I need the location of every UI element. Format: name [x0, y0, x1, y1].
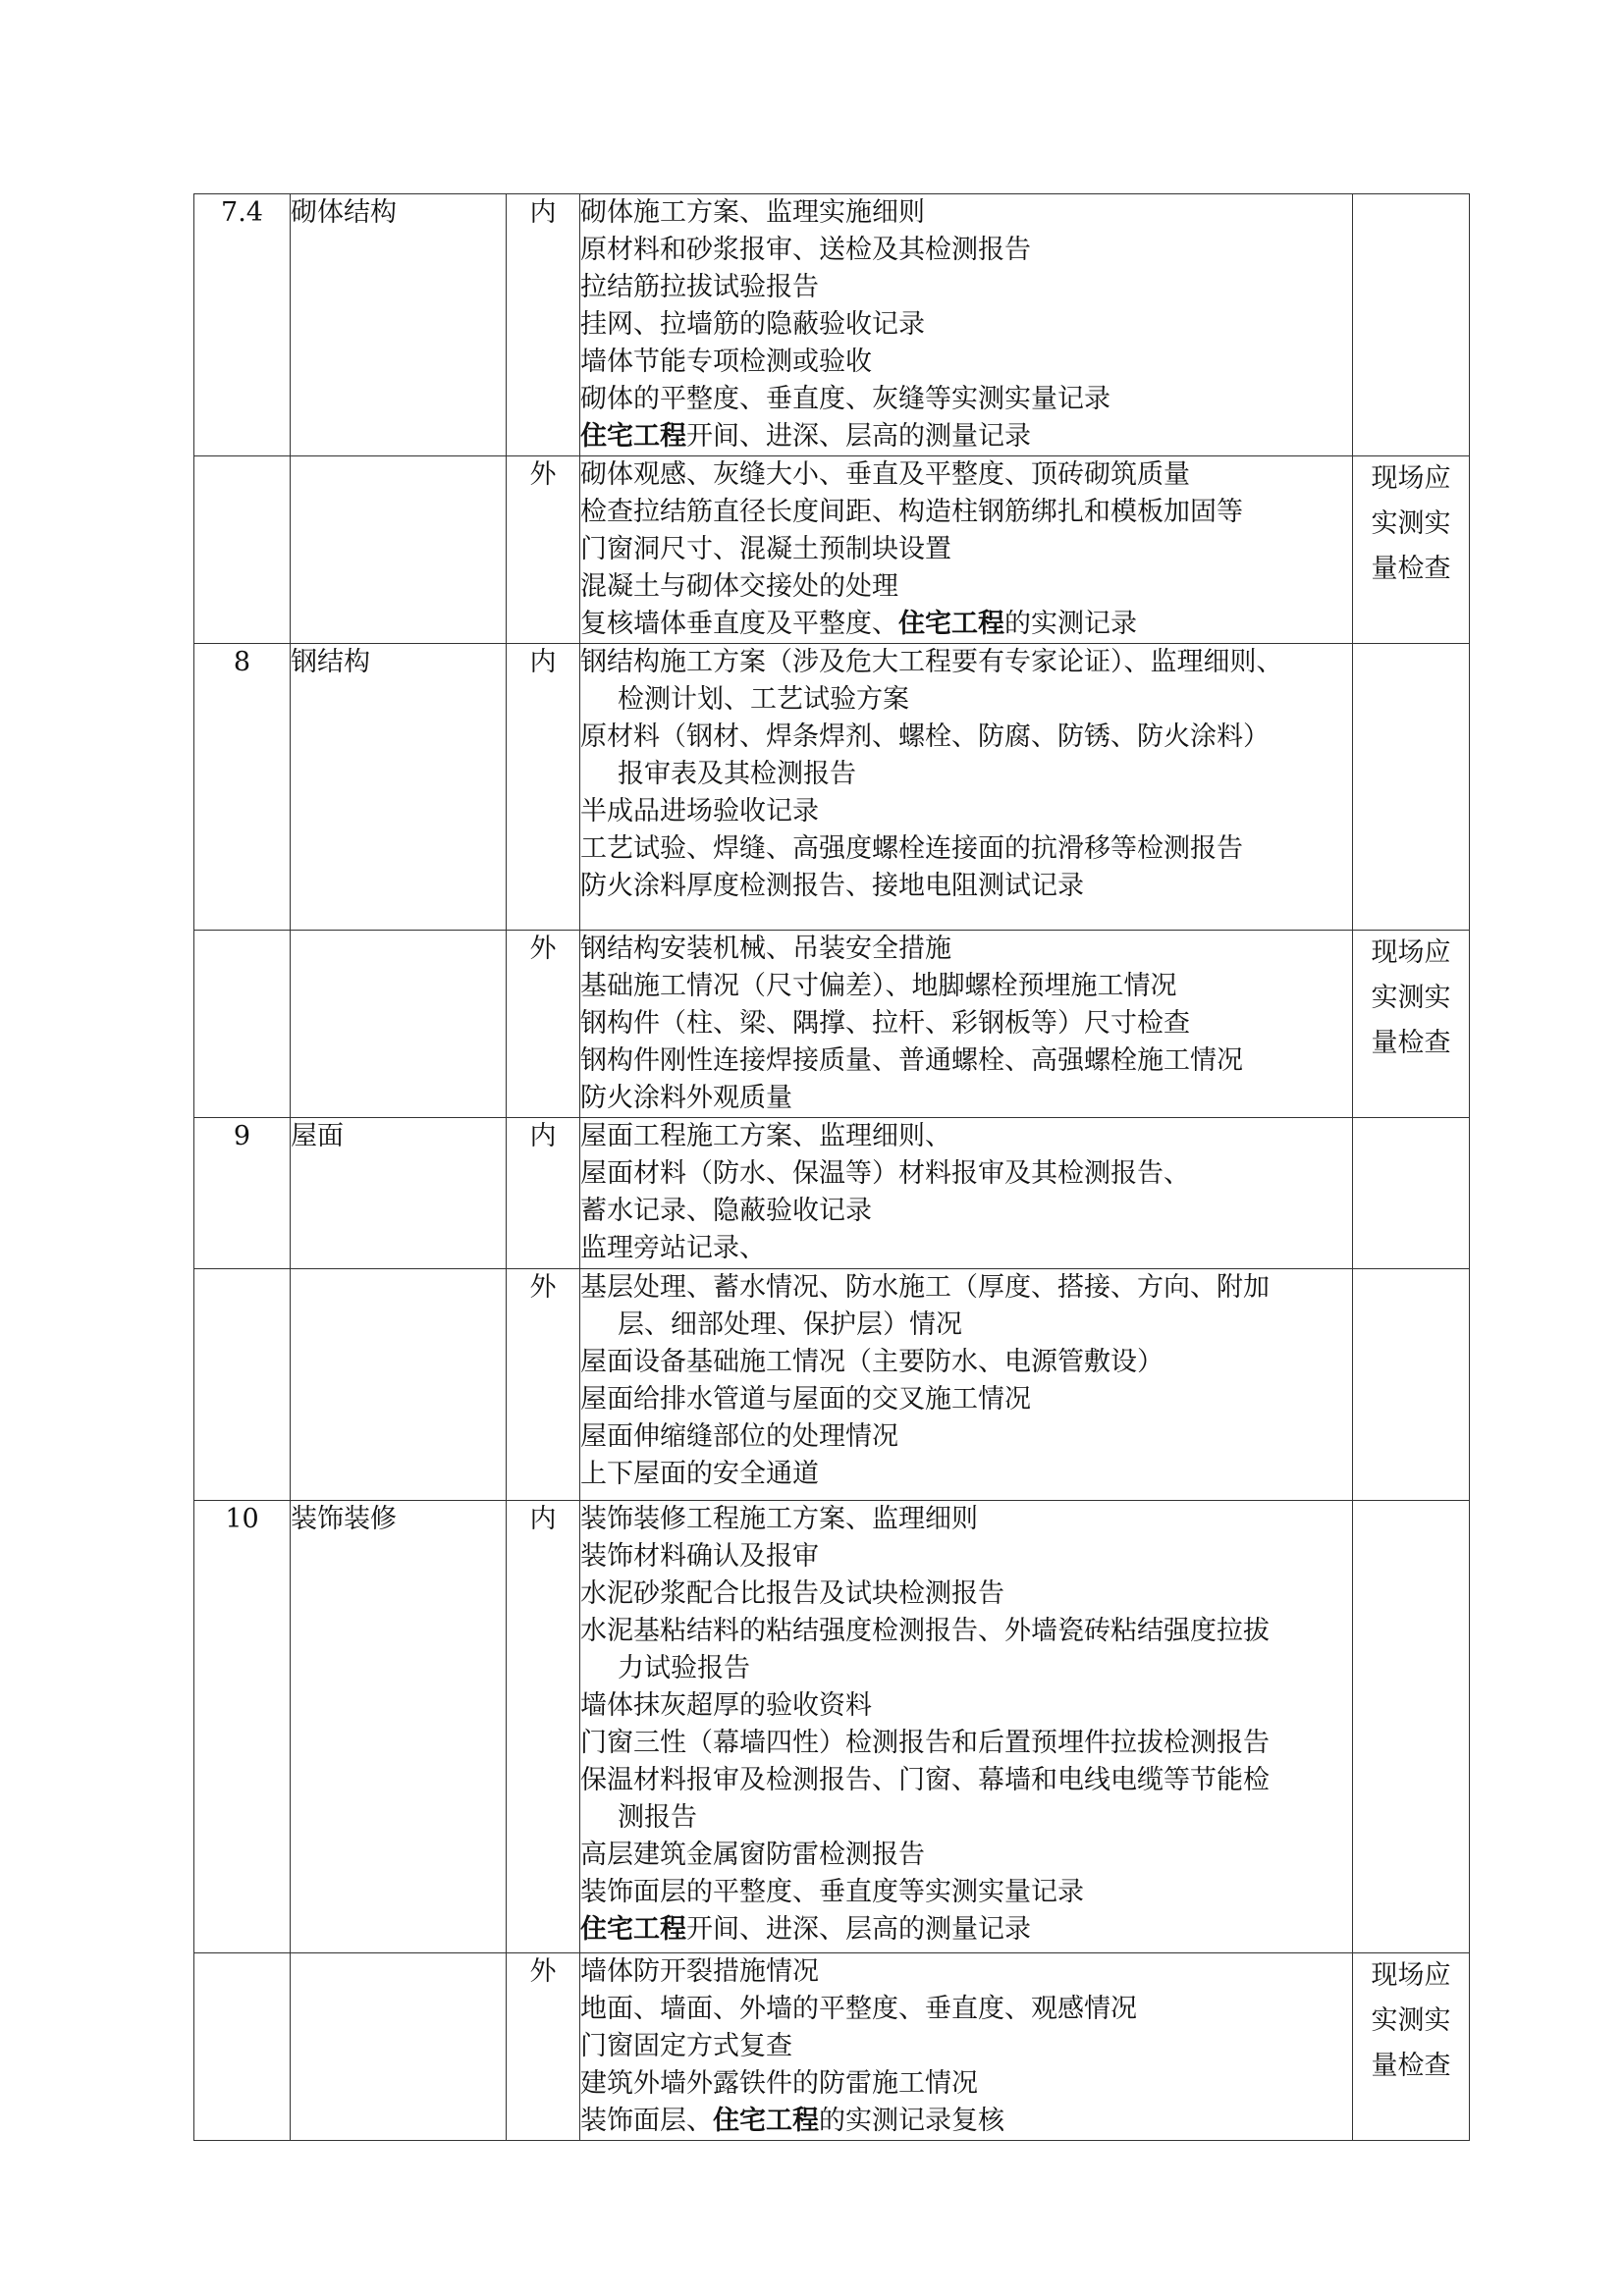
content-line-text: 半成品进场验收记录 [580, 796, 819, 827]
content-line-text: 上下屋面的安全通道 [580, 1459, 819, 1489]
content-line-text: 砌体的平整度、垂直度、灰缝等实测实量记录 [580, 384, 1110, 414]
content-line-text: 钢构件（柱、梁、隅撑、拉杆、彩钢板等）尺寸检查 [580, 1008, 1190, 1039]
content-line-text: 地面、墙面、外墙的平整度、垂直度、观感情况 [580, 1994, 1137, 2024]
content-line-text: 检查拉结筋直径长度间距、构造柱钢筋绑扎和模板加固等 [580, 497, 1243, 527]
content-line [580, 1418, 1352, 1456]
internal-external-cell [507, 1953, 580, 2141]
table-row [194, 644, 1470, 931]
item-name-cell-text: 装饰装修 [291, 1504, 397, 1534]
content-line [580, 1911, 1352, 1949]
table-row [194, 1118, 1470, 1269]
item-name-cell [291, 456, 507, 644]
content-line [580, 1874, 1352, 1911]
content-line [580, 1762, 1352, 1837]
content-line-text: 屋面工程施工方案、监理细则、 [580, 1121, 951, 1151]
content-line [580, 1269, 1352, 1344]
content-line [580, 2103, 1352, 2140]
note-cell [1353, 931, 1470, 1118]
content-line-text: 门窗固定方式复查 [580, 2031, 792, 2061]
content-line-text: 钢结构安装机械、吊装安全措施 [580, 934, 951, 964]
item-name-cell-text: 砌体结构 [291, 197, 397, 228]
content-line-text: 屋面材料（防水、保温等）材料报审及其检测报告、 [580, 1158, 1190, 1189]
item-name-cell-text: 屋面 [291, 1121, 344, 1151]
emphasis-text: 住宅工程 [580, 421, 686, 452]
table-row [194, 1269, 1470, 1501]
emphasis-text: 住宅工程 [713, 2106, 819, 2136]
content-line-text: 基础施工情况（尺寸偏差）、地脚螺栓预埋施工情况 [580, 971, 1177, 1001]
table-row [194, 194, 1470, 456]
content-line-continuation: 层、细部处理、保护层）情况 [618, 1309, 962, 1340]
table-row [194, 1953, 1470, 2141]
content-line [580, 1725, 1352, 1762]
content-line-text: 开间、进深、层高的测量记录 [686, 421, 1031, 452]
content-line [580, 2028, 1352, 2065]
content-line [580, 344, 1352, 381]
content-line-text: 砌体观感、灰缝大小、垂直及平整度、顶砖砌筑质量 [580, 459, 1190, 490]
content-line-text: 工艺试验、焊缝、高强度螺栓连接面的抗滑移等检测报告 [580, 833, 1243, 864]
content-line [580, 1687, 1352, 1725]
content-line [580, 1501, 1352, 1538]
content-line-text: 屋面给排水管道与屋面的交叉施工情况 [580, 1384, 1031, 1415]
content-line [580, 1042, 1352, 1080]
content-line [580, 968, 1352, 1005]
content-line [580, 1837, 1352, 1874]
content-line [580, 1456, 1352, 1493]
content-line-text: 原材料和砂浆报审、送检及其检测报告 [580, 235, 1031, 265]
inspection-content-cell [580, 1118, 1353, 1269]
content-line-text: 开间、进深、层高的测量记录 [686, 1914, 1031, 1945]
note-cell [1353, 456, 1470, 644]
item-name-cell [291, 1953, 507, 2141]
table-row [194, 931, 1470, 1118]
item-name-cell [291, 1269, 507, 1501]
content-line-text: 水泥基粘结料的粘结强度检测报告、外墙瓷砖粘结强度拉拔 [580, 1616, 1270, 1646]
item-number-cell-text: 10 [225, 1504, 259, 1534]
internal-external-cell-text: 外 [529, 459, 557, 490]
content-line-text: 保温材料报审及检测报告、门窗、幕墙和电线电缆等节能检 [580, 1765, 1270, 1795]
inspection-content-cell [580, 1269, 1353, 1501]
content-line-text: 监理旁站记录、 [580, 1233, 766, 1263]
content-line-text: 挂网、拉墙筋的隐蔽验收记录 [580, 309, 925, 340]
table-row [194, 1501, 1470, 1953]
emphasis-text: 住宅工程 [580, 1914, 686, 1945]
inspection-content-cell [580, 1953, 1353, 2141]
content-line [580, 1991, 1352, 2028]
internal-external-cell-text: 外 [529, 1956, 557, 1987]
content-line [580, 1344, 1352, 1381]
content-line-text: 防火涂料外观质量 [580, 1083, 792, 1113]
internal-external-cell-text: 内 [529, 647, 557, 677]
inspection-table [193, 193, 1470, 2141]
content-line-text: 装饰面层的平整度、垂直度等实测实量记录 [580, 1877, 1084, 1907]
content-line [580, 1575, 1352, 1613]
note-cell [1353, 194, 1470, 456]
content-line-text: 复核墙体垂直度及平整度、 [580, 609, 898, 639]
content-line-text: 的实测记录 [1004, 609, 1137, 639]
note-cell [1353, 1118, 1470, 1269]
internal-external-cell-text: 内 [529, 1121, 557, 1151]
content-line-text: 蓄水记录、隐蔽验收记录 [580, 1196, 872, 1226]
note-cell [1353, 1953, 1470, 2141]
content-line-text: 墙体防开裂措施情况 [580, 1956, 819, 1987]
emphasis-text: 住宅工程 [898, 609, 1004, 639]
content-line-text: 墙体抹灰超厚的验收资料 [580, 1690, 872, 1721]
content-line-text: 基层处理、蓄水情况、防水施工（厚度、搭接、方向、附加 [580, 1272, 1270, 1303]
content-line-continuation: 力试验报告 [618, 1653, 750, 1683]
item-number-cell [194, 644, 291, 931]
content-line [580, 381, 1352, 418]
note-cell [1353, 644, 1470, 931]
content-line-text: 混凝土与砌体交接处的处理 [580, 571, 898, 602]
note-text: 现场应实测实量检查 [1371, 937, 1451, 1058]
content-line-text: 防火涂料厚度检测报告、接地电阻测试记录 [580, 871, 1084, 901]
item-number-cell [194, 1118, 291, 1269]
content-line-text: 屋面伸缩缝部位的处理情况 [580, 1421, 898, 1452]
item-name-cell [291, 194, 507, 456]
item-number-cell-text: 9 [233, 1121, 251, 1151]
item-number-cell [194, 1269, 291, 1501]
content-line [580, 644, 1352, 719]
internal-external-cell-text: 外 [529, 934, 557, 964]
content-line [580, 232, 1352, 269]
content-line [580, 1381, 1352, 1418]
item-name-cell [291, 931, 507, 1118]
item-number-cell [194, 1501, 291, 1953]
content-line [580, 1155, 1352, 1193]
content-line [580, 830, 1352, 868]
content-line [580, 793, 1352, 830]
content-line-text: 门窗洞尺寸、混凝土预制块设置 [580, 534, 951, 564]
internal-external-cell [507, 644, 580, 931]
content-line-text: 墙体节能专项检测或验收 [580, 347, 872, 377]
content-line-text: 水泥砂浆配合比报告及试块检测报告 [580, 1578, 1004, 1609]
note-text: 现场应实测实量检查 [1371, 463, 1451, 584]
item-number-cell [194, 931, 291, 1118]
internal-external-cell [507, 931, 580, 1118]
content-line-text: 拉结筋拉拔试验报告 [580, 272, 819, 302]
table-row [194, 456, 1470, 644]
content-line [580, 2065, 1352, 2103]
inspection-content-cell [580, 644, 1353, 931]
note-cell [1353, 1269, 1470, 1501]
content-line-text: 的实测记录复核 [819, 2106, 1004, 2136]
content-line [580, 719, 1352, 793]
content-line [580, 456, 1352, 494]
internal-external-cell-text: 内 [529, 1504, 557, 1534]
content-line [580, 1118, 1352, 1155]
item-number-cell [194, 1953, 291, 2141]
internal-external-cell [507, 194, 580, 456]
internal-external-cell-text: 外 [529, 1272, 557, 1303]
content-line [580, 269, 1352, 306]
content-line-text: 原材料（钢材、焊条焊剂、螺栓、防腐、防锈、防火涂料） [580, 721, 1270, 752]
item-number-cell [194, 194, 291, 456]
inspection-content-cell [580, 1501, 1353, 1953]
content-line [580, 418, 1352, 455]
inspection-content-cell [580, 456, 1353, 644]
content-line [580, 1080, 1352, 1117]
content-line-continuation: 报审表及其检测报告 [618, 759, 856, 789]
content-line-text: 装饰装修工程施工方案、监理细则 [580, 1504, 978, 1534]
internal-external-cell [507, 1501, 580, 1953]
content-line-text: 砌体施工方案、监理实施细则 [580, 197, 925, 228]
content-line-text: 装饰面层、 [580, 2106, 713, 2136]
content-line [580, 306, 1352, 344]
internal-external-cell-text: 内 [529, 197, 557, 228]
inspection-table-body [194, 194, 1470, 2141]
inspection-content-cell [580, 931, 1353, 1118]
content-line [580, 1005, 1352, 1042]
item-name-cell-text: 钢结构 [291, 647, 370, 677]
content-line-continuation: 检测计划、工艺试验方案 [618, 684, 909, 715]
note-cell [1353, 1501, 1470, 1953]
content-line [580, 931, 1352, 968]
content-line [580, 1230, 1352, 1267]
content-line-text: 钢构件刚性连接焊接质量、普通螺栓、高强螺栓施工情况 [580, 1045, 1243, 1076]
content-line-text: 高层建筑金属窗防雷检测报告 [580, 1840, 925, 1870]
internal-external-cell [507, 1269, 580, 1501]
content-line [580, 1613, 1352, 1687]
item-number-cell [194, 456, 291, 644]
internal-external-cell [507, 1118, 580, 1269]
content-line [580, 194, 1352, 232]
content-line [580, 1953, 1352, 1991]
content-line-text: 屋面设备基础施工情况（主要防水、电源管敷设） [580, 1347, 1164, 1377]
content-line [580, 1193, 1352, 1230]
inspection-content-cell [580, 194, 1353, 456]
item-name-cell [291, 1501, 507, 1953]
internal-external-cell [507, 456, 580, 644]
content-line-text: 装饰材料确认及报审 [580, 1541, 819, 1572]
content-line-text: 门窗三性（幕墙四性）检测报告和后置预埋件拉拔检测报告 [580, 1728, 1270, 1758]
item-name-cell [291, 1118, 507, 1269]
content-line [580, 568, 1352, 606]
content-line [580, 868, 1352, 905]
content-line-text: 钢结构施工方案（涉及危大工程要有专家论证）、监理细则、 [580, 647, 1283, 677]
content-line [580, 494, 1352, 531]
note-text: 现场应实测实量检查 [1371, 1960, 1451, 2081]
content-line [580, 531, 1352, 568]
content-line-text: 建筑外墙外露铁件的防雷施工情况 [580, 2068, 978, 2099]
item-name-cell [291, 644, 507, 931]
content-line-continuation: 测报告 [618, 1802, 697, 1833]
item-number-cell-text: 8 [233, 647, 251, 677]
content-line [580, 1538, 1352, 1575]
item-number-cell-text: 7.4 [221, 197, 263, 228]
content-line [580, 606, 1352, 643]
